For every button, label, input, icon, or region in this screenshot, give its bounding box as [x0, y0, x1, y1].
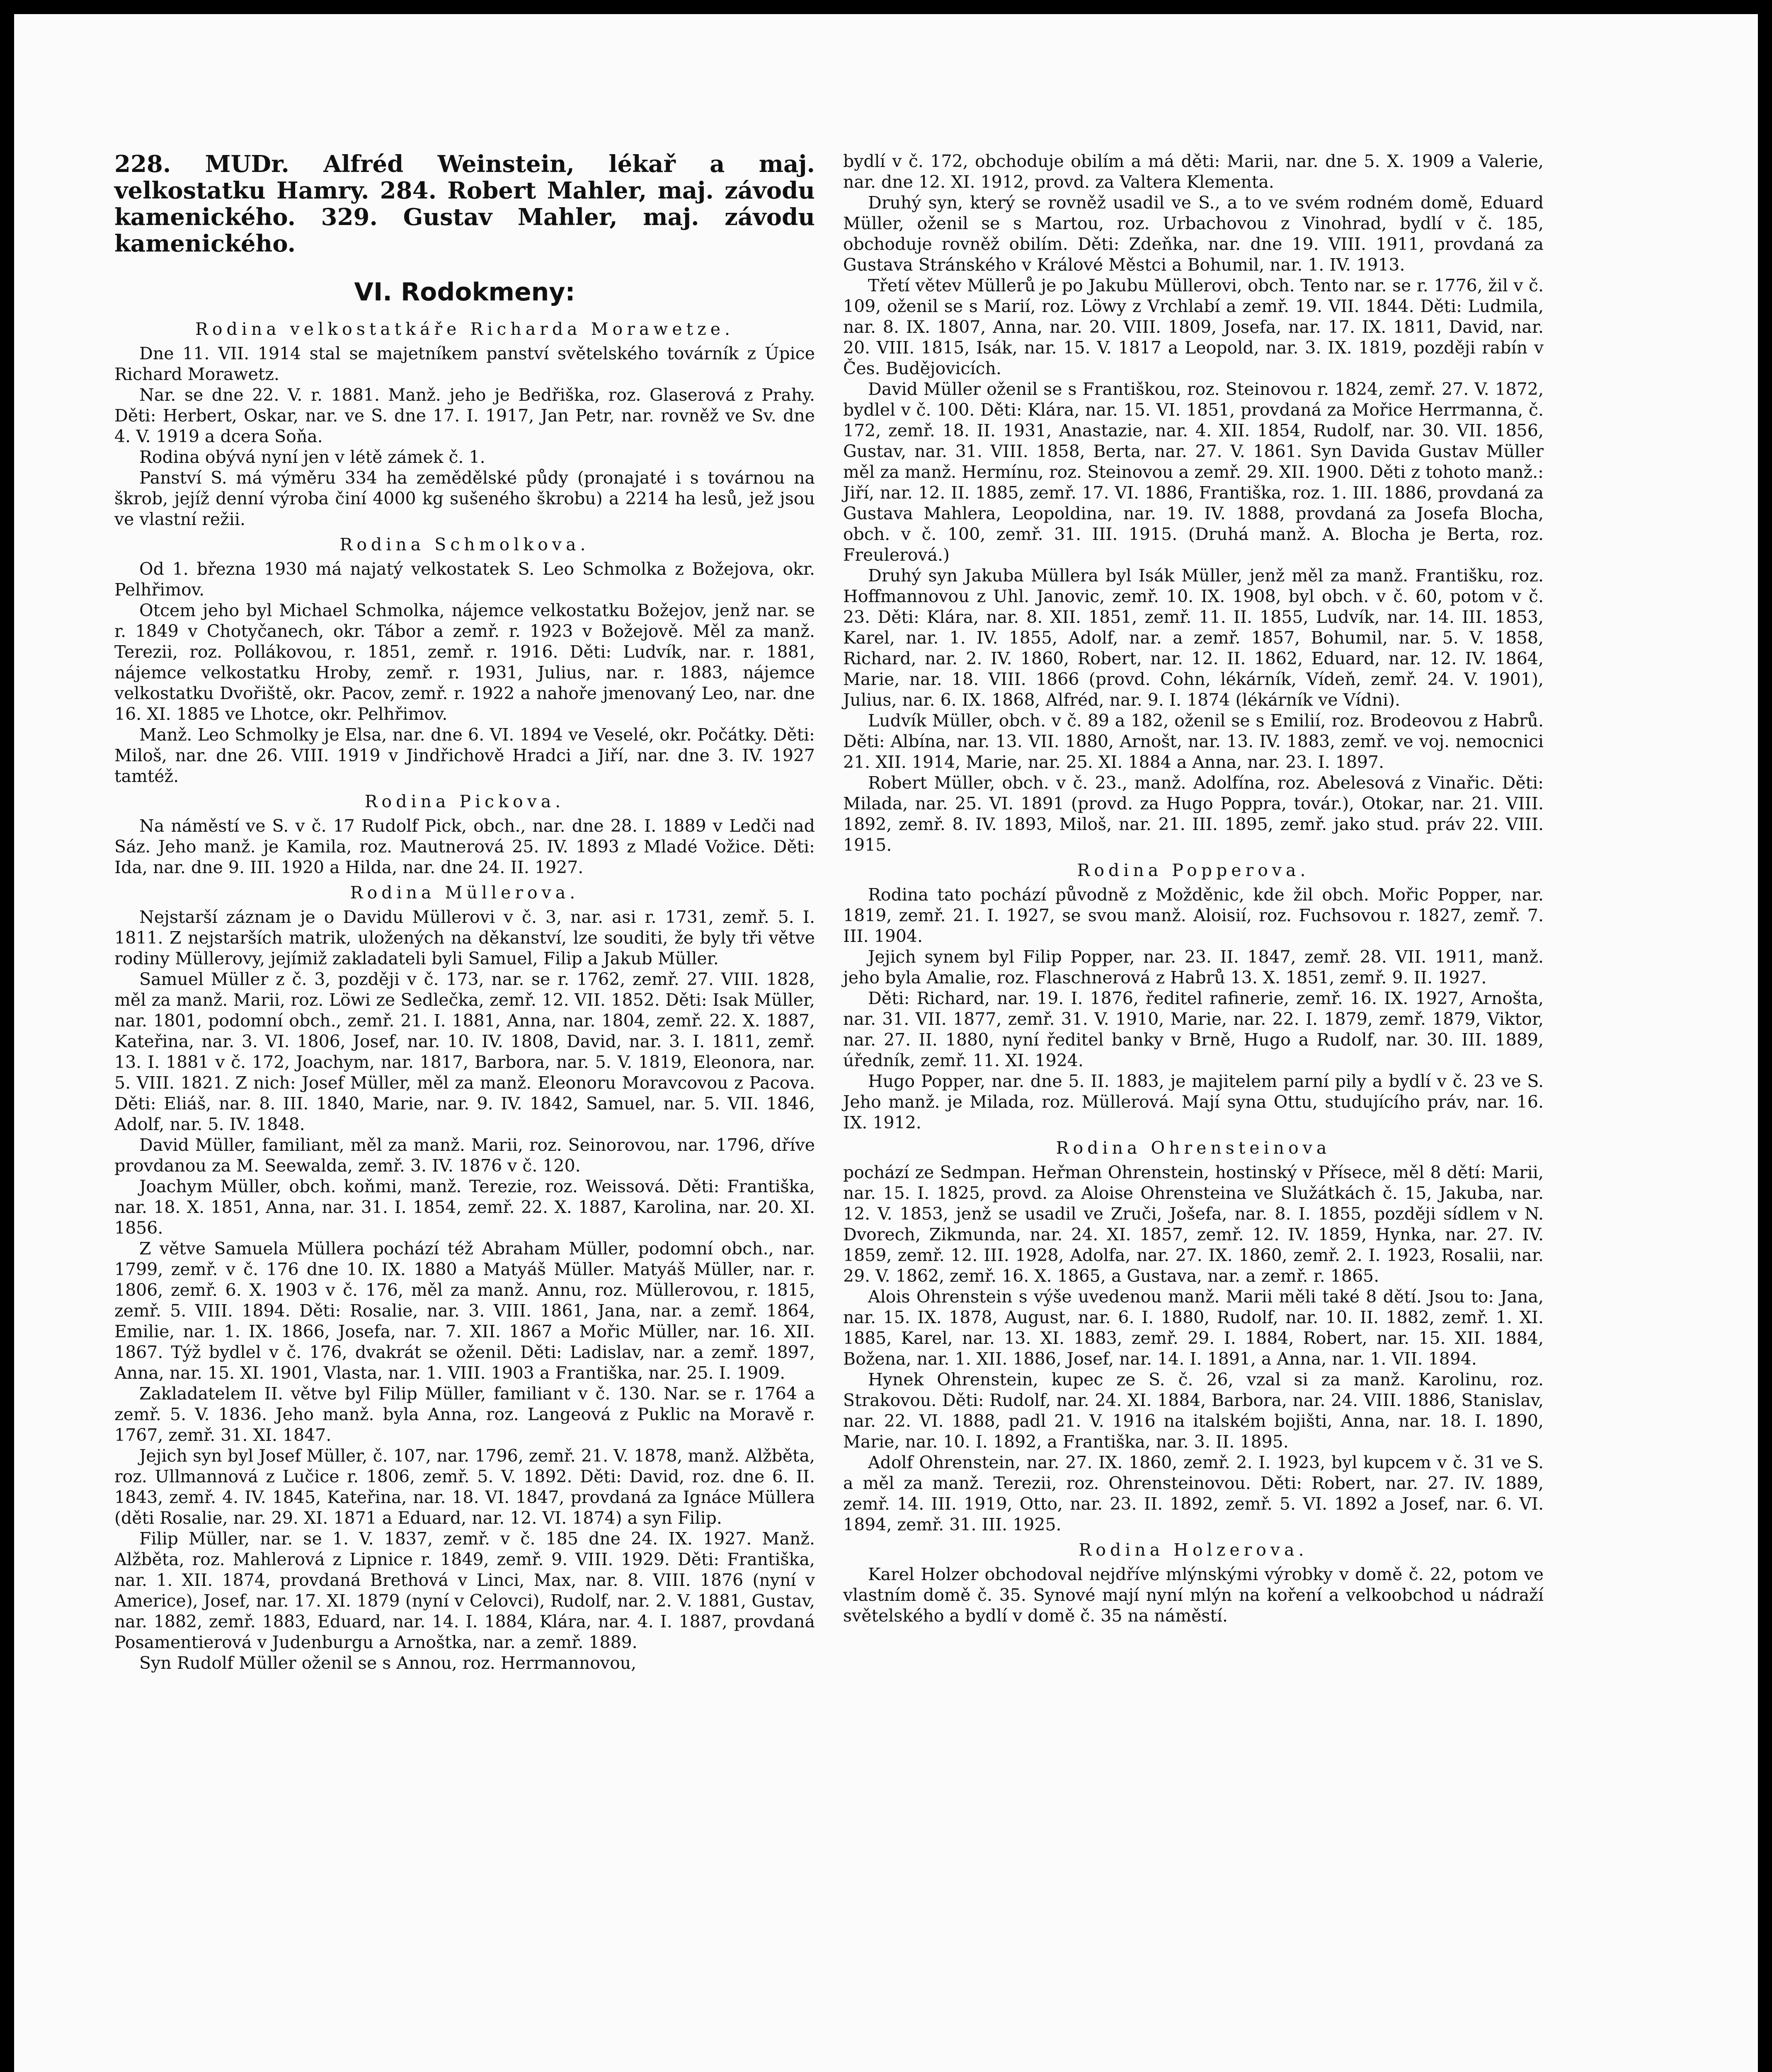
paragraph: Filip Müller, nar. se 1. V. 1837, zemř. v č. 185 dne 24. IX. 1927. Manž. Alžběta, roz. Mahlerová z Lipnice r. 1849, zemř. 9. VIII. 1929. Děti: Františka, nar. 1. XII. 1874, provdaná Brethová v Linci, Max, nar. 8. VIII. 1876 (nyní v Americe), Josef, nar. 17. XI. 1879 (nyní v Celovci), Rudolf, nar. 2. V. 1881, Gustav, nar. 1882, zemř. 1883, Eduard, nar. 14. I. 1884, Klára, nar. 4. I. 1887, provdaná Posamentierová v Judenburgu a Arnoštka, nar. a zemř. 1889.	[114, 1529, 815, 1652]
left-column	[114, 151, 815, 1673]
paragraph: Samuel Müller z č. 3, později v č. 173, nar. se r. 1762, zemř. 27. VIII. 1828, měl za manž. Marii, roz. Löwi ze Sedlečka, zemř. 12. VII. 1852. Děti: Isak Müller, nar. 1801, podomní obch., zemř. 21. I. 1881, Anna, nar. 1804, zemř. 22. X. 1887, Kateřina, nar. 3. VI. 1806, Josef, nar. 10. IV. 1808, David, nar. 3. I. 1811, zemř. 13. I. 1881 v č. 172, Joachym, nar. 1817, Barbora, nar. 5. V. 1819, Eleonora, nar. 5. VIII. 1821. Z nich: Josef Müller, měl za manž. Eleonoru Moravcovou z Pacova. Děti: Eliáš, nar. 8. III. 1840, Marie, nar. 9. IV. 1842, Samuel, nar. 5. VII. 1846, Adolf, nar. 5. IV. 1848.	[114, 969, 815, 1134]
paragraph: Joachym Müller, obch. koňmi, manž. Terezie, roz. Weissová. Děti: Františka, nar. 18. X. 1851, Anna, nar. 31. I. 1854, zemř. 22. X. 1887, Karolina, nar. 20. XI. 1856.	[114, 1176, 815, 1238]
right-column	[843, 151, 1544, 1626]
paragraph: Zakladatelem II. větve byl Filip Müller, familiant v č. 130. Nar. se r. 1764 a zemř. 5. V. 1836. Jeho manž. byla Anna, roz. Langeová z Puklic na Moravě r. 1767, zemř. 31. XI. 1847.	[114, 1384, 815, 1445]
paragraph: Ludvík Müller, obch. v č. 89 a 182, oženil se s Emilií, roz. Brodeovou z Habrů. Děti: Albína, nar. 13. VII. 1880, Arnošt, nar. 13. IV. 1883, zemř. ve voj. nemocnici 21. XII. 1914, Marie, nar. 25. XI. 1884 a Anna, nar. 23. I. 1897.	[843, 711, 1544, 772]
paragraph: Hugo Popper, nar. dne 5. II. 1883, je majitelem parní pily a bydlí v č. 23 ve S. Jeho manž. je Milada, roz. Müllerová. Mají syna Ottu, studujícího práv, nar. 16. IX. 1912.	[843, 1071, 1544, 1133]
intro-paragraph: 228. MUDr. Alfréd Weinstein, lékař a maj. velkostatku Hamry. 284. Robert Mahler, maj. závodu kamenického. 329. Gustav Mahler, maj. závodu kamenického.	[114, 150, 815, 257]
paragraph: Manž. Leo Schmolky je Elsa, nar. dne 6. VI. 1894 ve Veselé, okr. Počátky. Děti: Miloš, nar. dne 26. VIII. 1919 v Jindřichově Hradci a Jiří, nar. dne 3. IV. 1927 tamtéž.	[114, 725, 815, 786]
heading-muller: Rodina Müllerova.	[350, 883, 579, 903]
paragraph: Adolf Ohrenstein, nar. 27. IX. 1860, zemř. 2. I. 1923, byl kupcem v č. 31 ve S. a měl za manž. Terezii, roz. Ohrensteinovou. Děti: Robert, nar. 27. IV. 1889, zemř. 14. III. 1919, Otto, nar. 23. II. 1892, zemř. 5. VI. 1892 a Josef, nar. 6. VI. 1894, zemř. 31. III. 1925.	[843, 1452, 1544, 1535]
paragraph: Hynek Ohrenstein, kupec ze S. č. 26, vzal si za manž. Karolinu, roz. Strakovou. Děti: Rudolf, nar. 24. XI. 1884, Barbora, nar. 24. VIII. 1886, Stanislav, nar. 22. VI. 1888, padl 21. V. 1916 na italském bojišti, Anna, nar. 18. I. 1890, Marie, nar. 10. I. 1892, a Františka, nar. 3. II. 1895.	[843, 1370, 1544, 1452]
paragraph: Děti: Richard, nar. 19. I. 1876, ředitel rafinerie, zemř. 16. IX. 1927, Arnošta, nar. 31. VII. 1877, zemř. 31. V. 1910, Marie, nar. 22. I. 1879, zemř. 1879, Viktor, nar. 27. II. 1880, nyní ředitel banky v Brně, Hugo a Rudolf, nar. 30. III. 1889, úředník, zemř. 11. XI. 1924.	[843, 988, 1544, 1070]
paragraph: David Müller, familiant, měl za manž. Marii, roz. Seinorovou, nar. 1796, dříve provdanou za M. Seewalda, zemř. 3. IV. 1876 v č. 120.	[114, 1135, 815, 1176]
paragraph: Jejich syn byl Josef Müller, č. 107, nar. 1796, zemř. 21. V. 1878, manž. Alžběta, roz. Ullmannová z Lučice r. 1806, zemř. 5. V. 1892. Děti: David, roz. dne 6. II. 1843, zemř. 4. IV. 1845, Kateřina, nar. 18. VI. 1847, provdaná za Ignáce Müllera (děti Rosalie, nar. 29. XI. 1871 a Eduard, nar. 12. VI. 1874) a syn Filip.	[114, 1446, 815, 1528]
heading-popper: Rodina Popperova.	[1077, 860, 1310, 880]
section-title: VI. Rodokmeny:	[354, 278, 575, 307]
paragraph: Panství S. má výměru 334 ha zemědělské půdy (pronajaté i s továrnou na škrob, jejíž denní výroba činí 4000 kg sušeného škrobu) a 2214 ha lesů, jež jsou ve vlastní režii.	[114, 468, 815, 529]
paragraph: Rodina obývá nyní jen v létě zámek č. 1.	[139, 447, 485, 467]
paragraph: Od 1. března 1930 má najatý velkostatek S. Leo Schmolka z Božejova, okr. Pelhřimov.	[114, 559, 815, 600]
paragraph: Robert Müller, obch. v č. 23., manž. Adolfína, roz. Abelesová z Vinařic. Děti: Milada, nar. 25. VI. 1891 (provd. za Hugo Poppra, továr.), Otokar, nar. 21. VIII. 1892, zemř. 8. IV. 1893, Miloš, nar. 21. III. 1895, zemř. jako stud. práv 22. VIII. 1915.	[843, 773, 1544, 855]
paragraph: Nar. se dne 22. V. r. 1881. Manž. jeho je Bedřiška, roz. Glaserová z Prahy. Děti: Herbert, Oskar, nar. ve S. dne 17. I. 1917, Jan Petr, nar. rovněž ve Sv. dne 4. V. 1919 a dcera Soňa.	[114, 385, 815, 446]
heading-ohrenstein: Rodina Ohrensteinova	[1056, 1138, 1331, 1158]
paragraph: Alois Ohrenstein s výše uvedenou manž. Marii měli také 8 dětí. Jsou to: Jana, nar. 15. IX. 1878, August, nar. 6. I. 1880, Rudolf, nar. 10. II. 1882, zemř. 1. XI. 1885, Karel, nar. 13. XI. 1883, zemř. 29. I. 1884, Robert, nar. 15. XII. 1884, Božena, nar. 1. XII. 1886, Josef, nar. 14. I. 1891, a Anna, nar. 1. VII. 1894.	[843, 1287, 1544, 1369]
paragraph: Dne 11. VII. 1914 stal se majetníkem panství světelského továrník z Úpice Richard Morawetz.	[114, 344, 815, 384]
heading-holzer: Rodina Holzerova.	[1079, 1540, 1308, 1560]
paragraph: pochází ze Sedmpan. Heřman Ohrenstein, hostinský v Přísece, měl 8 dětí: Marii, nar. 15. I. 1825, provd. za Aloise Ohrensteina ve Služátkách č. 15, Jakuba, nar. 12. V. 1853, jenž se usadil ve Zruči, Jošefa, nar. 8. I. 1855, později sídlem v N. Dvorech, Zikmunda, nar. 24. XI. 1857, zemř. 12. IV. 1859, Hynka, nar. 27. IV. 1859, zemř. 12. III. 1928, Adolfa, nar. 27. IX. 1860, zemř. 2. I. 1923, Rosalii, nar. 29. V. 1862, zemř. 16. X. 1865, a Gustava, nar. a zemř. r. 1865.	[843, 1162, 1544, 1286]
paragraph: Otcem jeho byl Michael Schmolka, nájemce velkostatku Božejov, jenž nar. se r. 1849 v Chotyčanech, okr. Tábor a zemř. r. 1923 v Božejově. Měl za manž. Terezii, roz. Pollákovou, r. 1851, zemř. r. 1916. Děti: Ludvík, nar. r. 1881, nájemce velkostatku Hroby, zemř. r. 1931, Julius, nar. r. 1883, nájemce velkostatku Dvořiště, okr. Pacov, zemř. r. 1922 a nahoře jmenovaný Leo, nar. dne 16. XI. 1885 ve Lhotce, okr. Pelhřimov.	[114, 600, 815, 724]
paragraph: Syn Rudolf Müller oženil se s Annou, roz. Herrmannovou,	[139, 1653, 637, 1673]
paragraph: Nejstarší záznam je o Davidu Müllerovi v č. 3, nar. asi r. 1731, zemř. 5. I. 1811. Z nejstarších matrik, uložených na děkanství, lze souditi, že byly tři větve rodiny Müllerovy, jejímiž zakladateli byli Samuel, Filip a Jakub Müller.	[114, 907, 815, 968]
paragraph: David Müller oženil se s Františkou, roz. Steinovou r. 1824, zemř. 27. V. 1872, bydlel v č. 100. Děti: Klára, nar. 15. VI. 1851, provdaná za Mořice Herrmanna, č. 172, zemř. 18. II. 1931, Anastazie, nar. 4. XII. 1854, Rudolf, nar. 30. VII. 1856, Gustav, nar. 31. VIII. 1858, Berta, nar. 27. V. 1861. Syn Davida Gustav Müller měl za manž. Hermínu, roz. Steinovou a zemř. 29. XII. 1900. Děti z tohoto manž.: Jiří, nar. 12. II. 1885, zemř. 17. VI. 1886, Františka, roz. 1. III. 1886, provdaná za Gustava Mahlera, Leopoldina, nar. 19. IV. 1888, provdaná za Josefa Blocha, obch. v č. 100, zemř. 31. III. 1915. (Druhá manž. A. Blocha je Berta, roz. Freulerová.)	[843, 379, 1544, 565]
paragraph: Třetí větev Müllerů je po Jakubu Müllerovi, obch. Tento nar. se r. 1776, žil v č. 109, oženil se s Marií, roz. Löwy z Vrchlabí a zemř. 19. VII. 1844. Děti: Ludmila, nar. 8. IX. 1807, Anna, nar. 20. VIII. 1809, Josefa, nar. 17. IX. 1811, David, nar. 20. VIII. 1815, Isák, nar. 15. V. 1817 a Leopold, nar. 3. IX. 1819, později rabín v Čes. Budějovicích.	[843, 276, 1544, 378]
heading-pick: Rodina Pickova.	[364, 792, 565, 811]
paragraph: Druhý syn, který se rovněž usadil ve S., a to ve svém rodném domě, Eduard Müller, oženil se s Martou, roz. Urbachovou z Vinohrad, bydlí v č. 185, obchoduje rovněž obilím. Děti: Zdeňka, nar. dne 19. VIII. 1911, provdaná za Gustava Stránského v Králové Městci a Bohumil, nar. 1. IV. 1913.	[843, 193, 1544, 275]
heading-morawetz: Rodina velkostatkáře Richarda Morawetze.	[195, 319, 734, 339]
paragraph: Jejich synem byl Filip Popper, nar. 23. II. 1847, zemř. 28. VII. 1911, manž. jeho byla Amalie, roz. Flaschnerová z Habrů 13. X. 1851, zemř. 9. II. 1927.	[843, 947, 1544, 988]
heading-schmolka: Rodina Schmolkova.	[339, 535, 590, 554]
paragraph: Karel Holzer obchodoval nejdříve mlýnskými výrobky v domě č. 22, potom ve vlastním domě č. 35. Synové mají nyní mlýn na koření a velkoobchod u nádraží světelského a bydlí v domě č. 35 na náměstí.	[843, 1564, 1544, 1626]
paragraph: Na náměstí ve S. v č. 17 Rudolf Pick, obch., nar. dne 28. I. 1889 v Ledči nad Sáz. Jeho manž. je Kamila, roz. Mautnerová 25. IV. 1893 z Mladé Vožice. Děti: Ida, nar. dne 9. III. 1920 a Hilda, nar. dne 24. II. 1927.	[114, 816, 815, 877]
paragraph-continued: bydlí v č. 172, obchoduje obilím a má děti: Marii, nar. dne 5. X. 1909 a Valerie, nar. dne 12. XI. 1912, provd. za Valtera Klementa.	[843, 151, 1544, 192]
page-sheet	[14, 14, 1758, 2072]
paragraph: Rodina tato pochází původně z Možděnic, kde žil obch. Mořic Popper, nar. 1819, zemř. 21. I. 1927, se svou manž. Aloisií, roz. Fuchsovou r. 1827, zemř. 7. III. 1904.	[843, 885, 1544, 946]
paragraph: Druhý syn Jakuba Müllera byl Isák Müller, jenž měl za manž. Františku, roz. Hoffmannovou z Uhl. Janovic, zemř. 10. IX. 1908, byl obch. v č. 60, potom v č. 23. Děti: Klára, nar. 8. XII. 1851, zemř. 11. II. 1855, Ludvík, nar. 14. III. 1853, Karel, nar. 1. IV. 1855, Adolf, nar. a zemř. 1857, Bohumil, nar. 5. V. 1858, Richard, nar. 2. IV. 1860, Robert, nar. 12. II. 1862, Eduard, nar. 12. IV. 1864, Marie, nar. 18. VIII. 1866 (provd. Cohn, lékárník, Vídeň, zemř. 24. V. 1901), Julius, nar. 6. IX. 1868, Alfréd, nar. 9. I. 1874 (lékárník ve Vídni).	[843, 566, 1544, 710]
paragraph: Z větve Samuela Müllera pochází též Abraham Müller, podomní obch., nar. 1799, zemř. v č. 176 dne 10. IX. 1880 a Matyáš Müller. Matyáš Müller, nar. r. 1806, zemř. 6. X. 1903 v č. 176, měl za manž. Annu, roz. Müllerovou, r. 1815, zemř. 5. VIII. 1894. Děti: Rosalie, nar. 3. VIII. 1861, Jana, nar. a zemř. 1864, Emilie, nar. 1. IX. 1866, Josefa, nar. 7. XII. 1867 a Mořic Müller, nar. 16. XII. 1867. Týž bydlel v č. 176, dvakrát se oženil. Děti: Ladislav, nar. a zemř. 1897, Anna, nar. 15. XI. 1901, Vlasta, nar. 1. VIII. 1903 a Františka, nar. 25. I. 1909.	[114, 1239, 815, 1383]
